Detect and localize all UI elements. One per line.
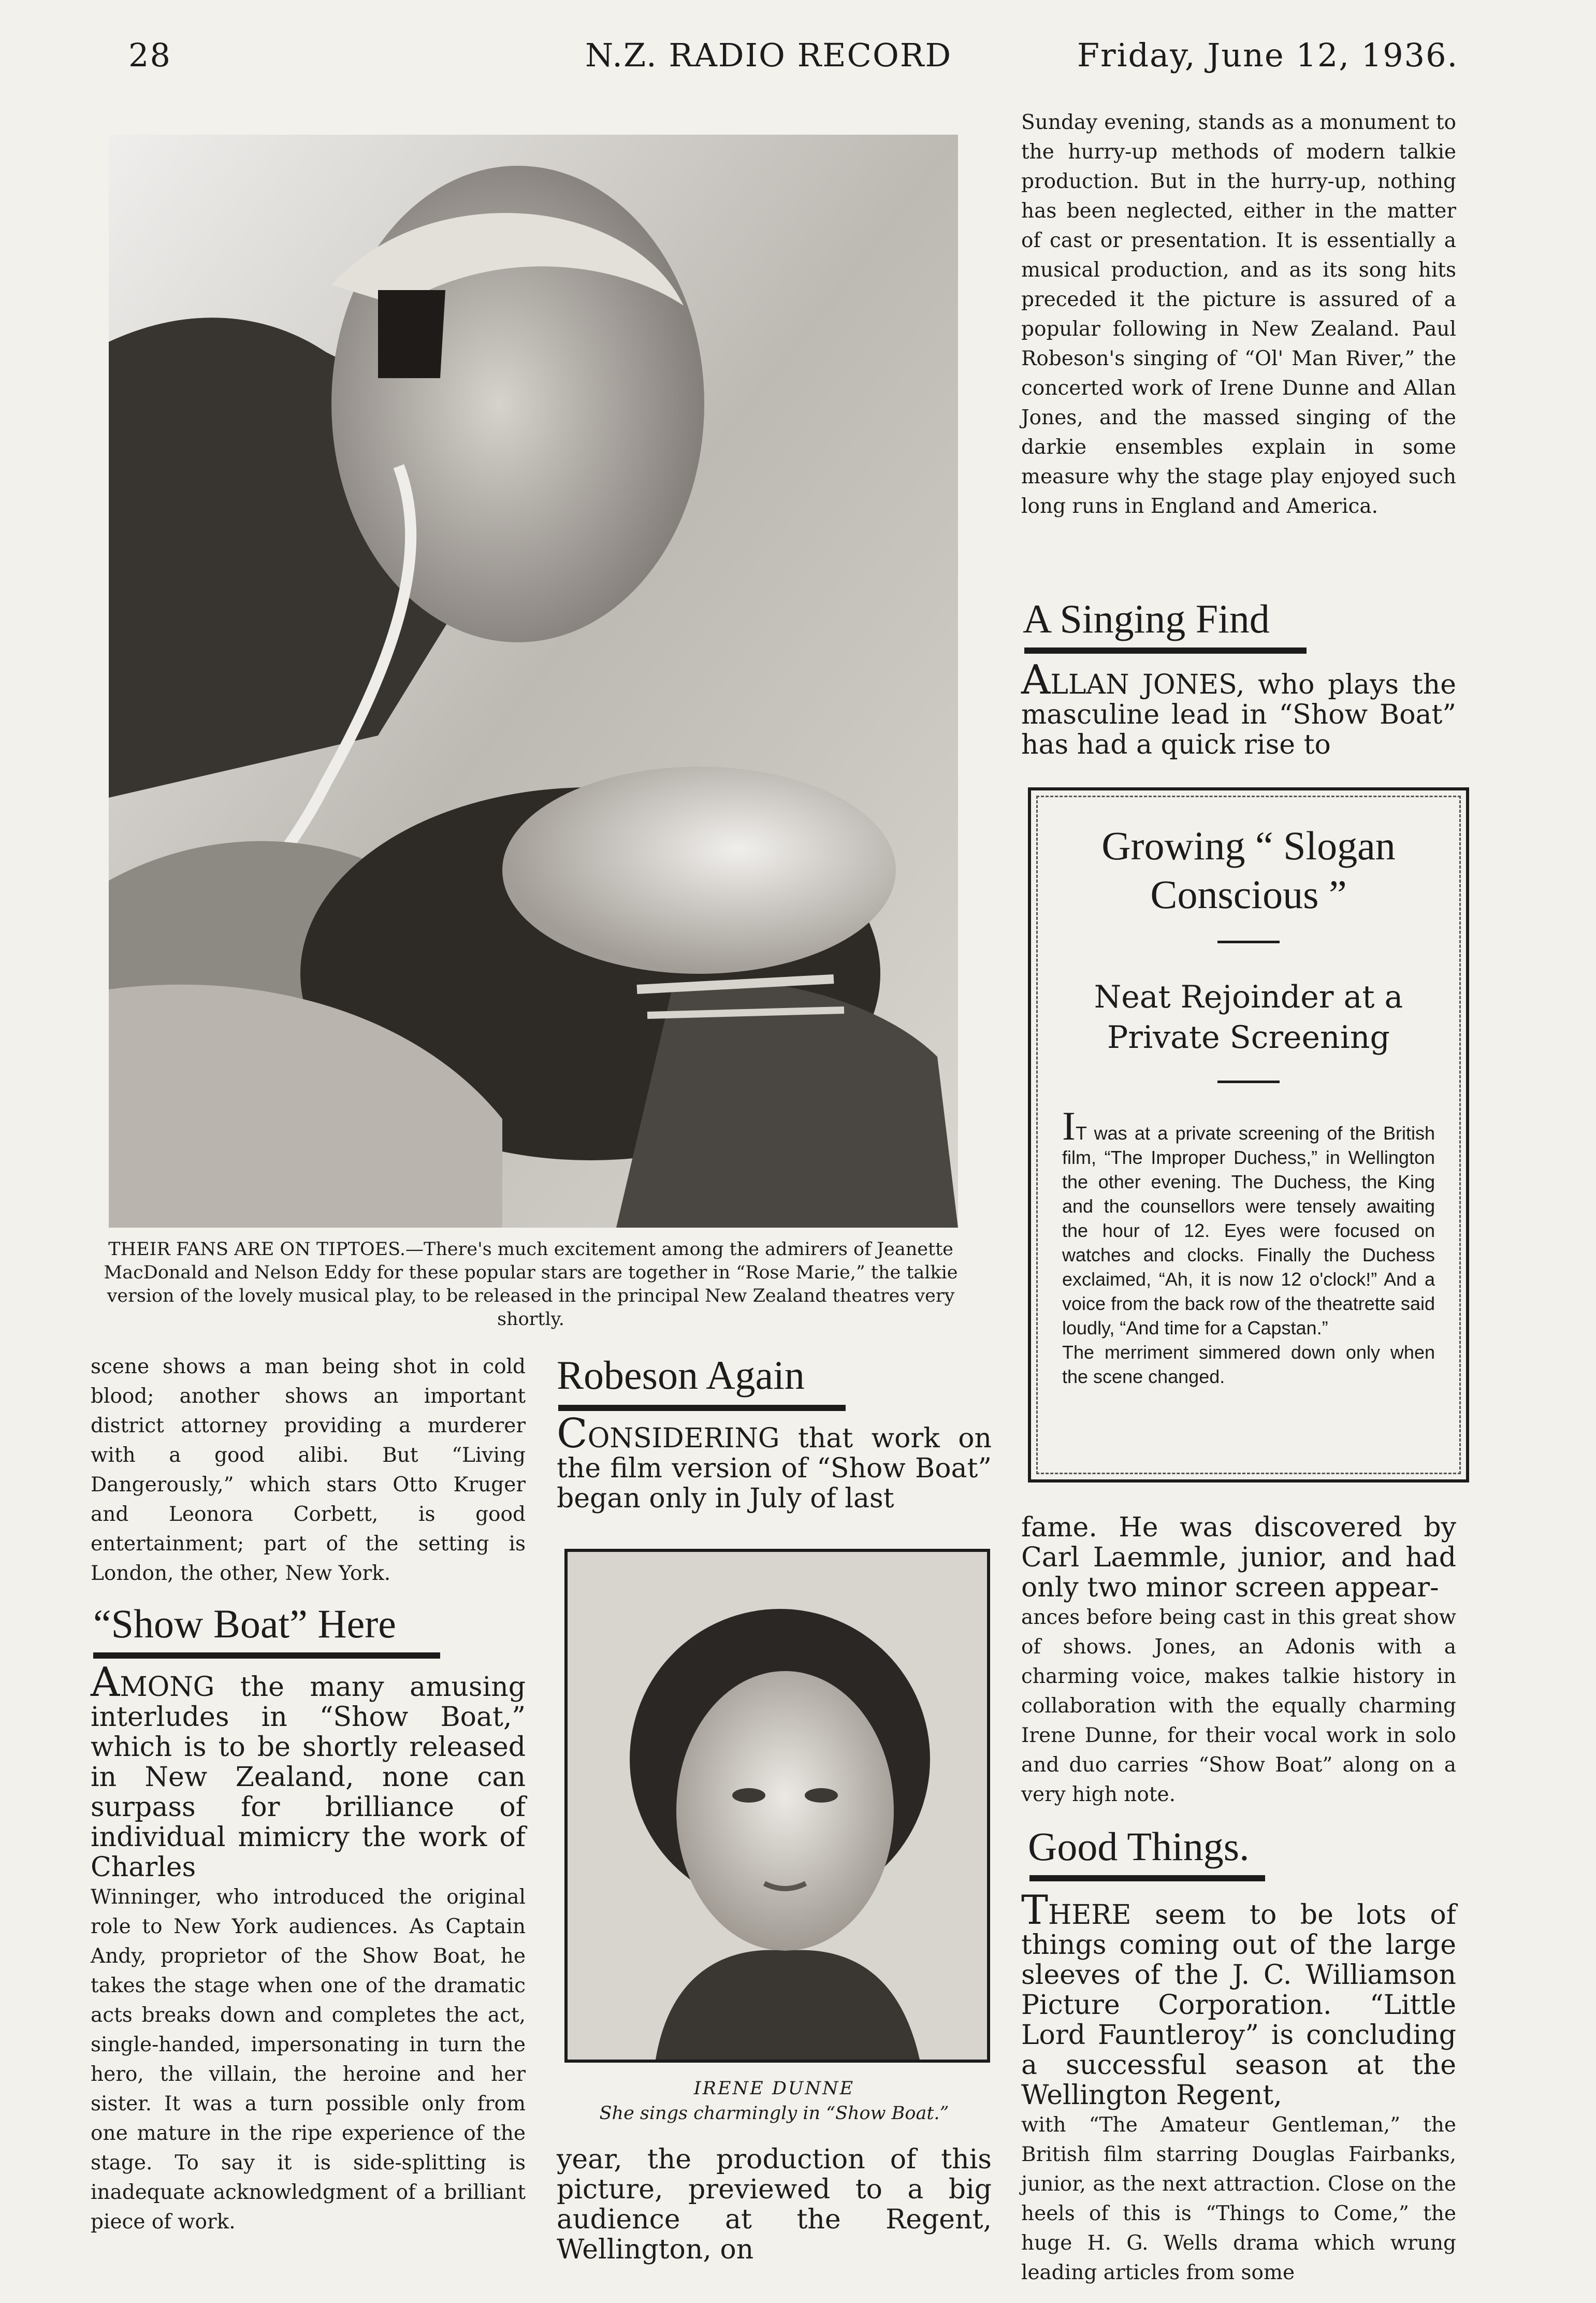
good-lead-text: HERE seem to be lots of things coming out of the large sleeves of the J. C. Williamson Picture Corporation. “Little Lord Fauntleroy” is concluding a successful season at the Wellington Regent, — [1021, 1899, 1456, 2111]
left-column-continuation — [91, 1352, 526, 1588]
portrait-frame — [564, 1549, 990, 2063]
singing-cont-lead: fame. He was discovered by Carl Laemmle, junior, and had only two minor screen appear- — [1021, 1512, 1456, 1603]
slogan-ending: The merriment simmered down only when the scene changed. — [1062, 1342, 1435, 1387]
right-top-text: Sunday evening, stands as a monument to the hurry-up methods of modern talkie production. But in the hurry-up, nothing has been neglected, either in the matter of cast or presentation. It is essentially a musical production, and as its song hits preceded it the picture is assured of a popular following in New Zealand. Paul Robeson's singing of “Ol' Man River,” the concerted work of Irene Dunne and Allan Jones, and the massed singing of the darkie ensembles explain in some measure why the stage play enjoyed such long runs in England and America. — [1021, 111, 1456, 518]
show-boat-heading-rule — [93, 1652, 440, 1659]
good-things-body: with “The Amateur Gentleman,” the British film starring Douglas Fairbanks, junior, as the next attraction. Close on the heels of this is “Things to Come,” the huge H. G. Wells drama which wrung leading articles from some — [1021, 2113, 1456, 2284]
show-boat-article — [91, 1659, 526, 2237]
good-things-rule — [1029, 1875, 1265, 1881]
top-photo — [109, 135, 958, 1228]
continuation-text: scene shows a man being shot in cold blood; another shows an important district attorney providing a murderer with a good alibi. But “Living Dangerously,” which stars Otto Kruger and Leonora Corbett, is good entertainment; part of the setting is London, the other, New York. — [91, 1355, 526, 1585]
publication-title: N.Z. RADIO RECORD — [585, 36, 952, 74]
portrait-name: IRENE DUNNE — [693, 2078, 855, 2099]
show-boat-body: Winninger, who introduced the original role to New York audiences. As Captain Andy, proprietor of the Show Boat, he takes the stage when one of the dramatic acts breaks down and completes the act, single-handed, impersonating in turn the hero, the villain, the heroine and her sister. It was a turn possible only from one mature in the ripe experience of the stage. To say it is side-splitting is inadequate acknowledgment of a brilliant piece of work. — [91, 1885, 526, 2234]
good-things-lead — [1021, 1887, 1456, 2111]
singing-find-continuation — [1021, 1513, 1456, 1809]
portrait-photo — [568, 1552, 987, 2060]
slogan-subtitle: Neat Rejoinder at a Private Screening — [1094, 979, 1403, 1056]
show-boat-lead-text: MONG the many amusing interludes in “Show Boat,” which is to be shortly released in New Zealand, none can surpass for brilliance of individual mimicry the work of Charles — [91, 1672, 526, 1883]
slogan-title-rule — [1217, 941, 1280, 943]
show-boat-dropcap: A — [91, 1659, 120, 1706]
singing-lead-text: LLAN JONES, who plays the masculine lead in “Show Boat” has had a quick rise to — [1021, 669, 1456, 760]
slogan-body — [1062, 1103, 1435, 1389]
show-boat-lead — [91, 1659, 526, 1883]
singing-cont-body: ances before being cast in this great show of shows. Jones, an Adonis with a charming voice, makes talkie history in collaboration with the equally charming Irene Dunne, for their vocal work in solo and duo carries “Show Boat” along on a very high note. — [1021, 1606, 1456, 1806]
slogan-dropcap: I — [1062, 1103, 1076, 1148]
robeson-dropcap: C — [557, 1410, 588, 1457]
top-photo-caption — [91, 1238, 971, 1331]
show-boat-heading: “Show Boat” Here — [93, 1601, 396, 1646]
robeson-continuation-text: year, the production of this picture, previewed to a big audience at the Regent, Wellington, on — [557, 2144, 992, 2265]
caption-lead: THEIR FANS ARE ON TIPTOES. — [108, 1239, 406, 1260]
robeson-heading: Robeson Again — [557, 1352, 805, 1398]
slogan-body-text: T was at a private screening of the British film, “The Improper Duchess,” in Wellington the other evening. The Duchess, the King and the counsellors were tensely awaiting the hour of 12. Eyes were focused on watches and clocks. Finally the Duchess exclaimed, “Ah, it is now 12 o'clock!” And a voice from the back row of the theatrette said loudly, “And time for a Capstan.” — [1062, 1122, 1435, 1338]
robeson-lead-text: ONSIDERING that work on the film version of “Show Boat” began only in July of last — [557, 1423, 992, 1514]
good-things-heading: Good Things. — [1028, 1824, 1250, 1869]
slogan-box — [1028, 787, 1469, 1482]
singing-dropcap: A — [1021, 657, 1051, 703]
good-things-article — [1021, 1887, 1456, 2287]
top-photo-image — [109, 135, 958, 1228]
singing-find-lead — [1021, 657, 1456, 760]
page-number: 28 — [128, 36, 171, 74]
robeson-lead — [557, 1410, 992, 1514]
singing-find-heading: A Singing Find — [1023, 596, 1270, 641]
good-dropcap: T — [1021, 1887, 1049, 1934]
issue-date: Friday, June 12, 1936. — [1077, 36, 1459, 74]
portrait-caption: She sings charmingly in “Show Boat.” — [599, 2103, 949, 2124]
singing-find-rule — [1024, 647, 1307, 654]
robeson-continuation — [557, 2144, 992, 2265]
right-column-top — [1021, 108, 1456, 521]
slogan-title: Growing “ Slogan Conscious ” — [1101, 823, 1396, 917]
caption-body: —There's much excitement among the admirers of Jeanette MacDonald and Nelson Eddy for these popular stars are together in “Rose Marie,” the talkie version of the lovely musical play, to be released in the principal New Zealand theatres very shortly. — [104, 1239, 958, 1330]
slogan-subtitle-rule — [1217, 1081, 1280, 1083]
robeson-heading-rule — [558, 1405, 846, 1411]
